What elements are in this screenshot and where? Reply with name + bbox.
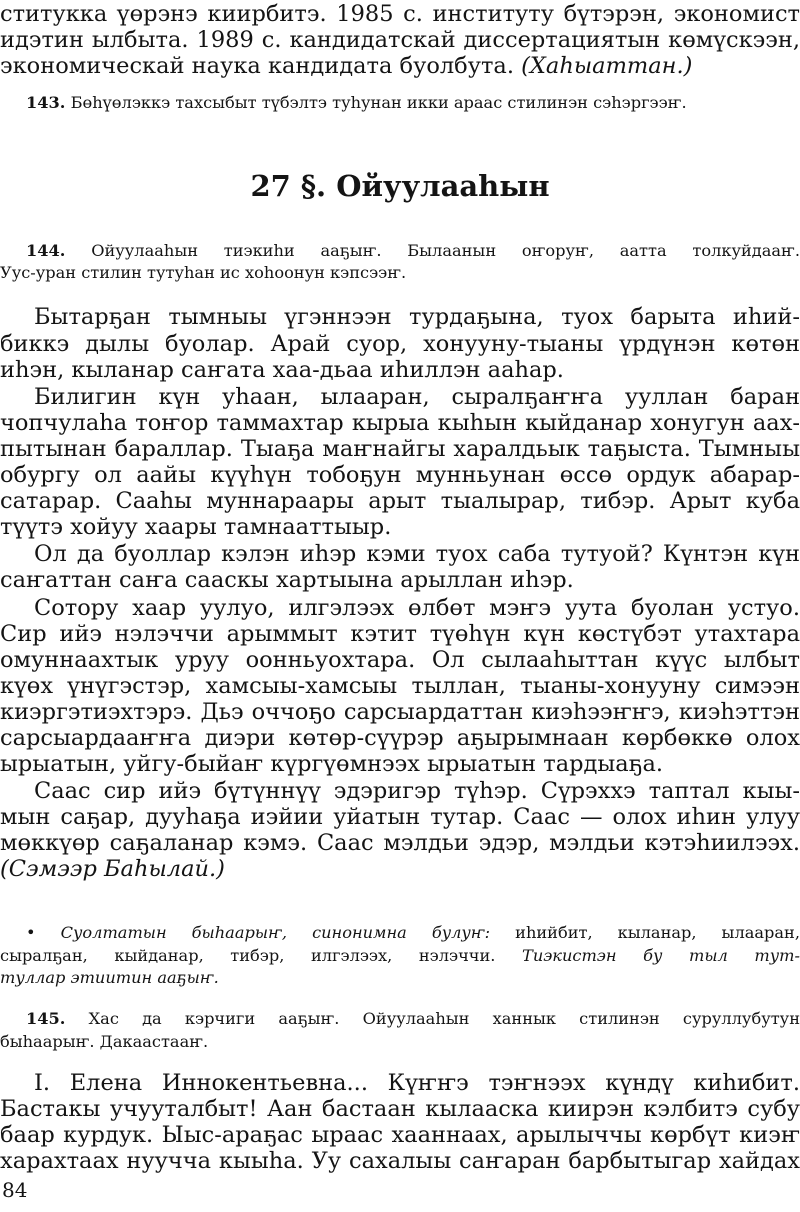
task-words: сыралҕан, кыйданар, тибэр, илгэлээх, нэлэччи. [0, 946, 496, 965]
text-line-content: ырыатын, уйгу-быйаҥ күргүөмнээх ырыатын тардыаҕа. [0, 751, 664, 777]
text-line [0, 513, 800, 541]
text-line-content: күөх үнүгэстэр, хамсыы-хамсыы тыллан, тыаны-хонууну симээн [0, 673, 800, 699]
text-line-content: Бытарҕан тымныы үгэннээн турдаҕына, туох барыта иһий- [34, 304, 800, 330]
text-line [0, 1147, 800, 1175]
source-citation [0, 855, 800, 883]
text-line-content: ститукка үөрэнэ киирбитэ. 1985 с. институту бүтэрэн, экономист [0, 1, 800, 27]
text-line-content: иһэн, кыланар саҥата хаа-дьаа иһиллэн ааһар. [0, 357, 564, 383]
task-words: иһийбит, кыланар, ылааран, [515, 923, 800, 942]
text-line [0, 540, 800, 568]
text-line [0, 52, 800, 80]
text-line [0, 566, 800, 594]
text-line [0, 461, 800, 489]
text-line-content: Сотору хаар уулуо, илгэлээх өлбөт мэҥэ уута буолан устуо. [34, 595, 800, 621]
text-line [0, 383, 800, 411]
text-line [0, 777, 800, 805]
exercise-144-line2 [0, 262, 800, 284]
text-line-content: баар курдук. Ыыс-араҕас ыраас хааннаах, арылыччы көрбүт киэҥ [0, 1122, 800, 1148]
text-line-content: Билигин күн уһаан, ылааран, сыралҕаҥҥа ууллан баран [34, 384, 800, 410]
text-line [0, 829, 800, 857]
text-line-content: идэтин ылбыта. 1989 с. кандидатскай диссертациятын көмүскээн, [0, 27, 800, 53]
text-line-content: чопчулаһа тоҥор таммахтар кырыа кыһын кыйданар хонугун аах- [0, 410, 800, 436]
text-line [0, 672, 800, 700]
exercise-text: быһаарыҥ. Дакаастааҥ. [0, 1032, 209, 1051]
text-line [0, 1069, 800, 1097]
text-line [0, 487, 800, 515]
text-line [0, 0, 800, 28]
exercise-143 [0, 92, 800, 114]
exercise-145-line2 [0, 1031, 800, 1053]
text-line-content: обургу ол аайы күүһүн тобоҕун мунньунан өссө ордук абарар- [0, 462, 800, 488]
task-instruction: Тиэкистэн бу тыл тут- [522, 946, 800, 965]
exercise-text: Хас да кэрчиги ааҕыҥ. Ойуулааһын ханнык стилинэн суруллубутун [88, 1009, 800, 1028]
text-line [0, 646, 800, 674]
task-instruction: туллар этиитин ааҕыҥ. [0, 968, 219, 987]
exercise-145 [0, 1008, 800, 1030]
task-intro: Суолтатын быһаарыҥ, синонимна булуҥ: [60, 923, 491, 942]
text-line [0, 26, 800, 54]
text-line [0, 409, 800, 437]
source-citation: (Хаһыаттан.) [521, 53, 693, 79]
source-citation-text: (Сэмээр Баһылай.) [0, 856, 225, 882]
exercise-number: 144. [26, 241, 66, 260]
task-note-line2 [0, 945, 800, 967]
text-line-content: сарсыардааҥҥа диэри көтөр-сүүрэр аҕырымнаан көрбөккө олох [0, 725, 800, 751]
text-line [0, 435, 800, 463]
text-line-content: Бастакы учууталбыт! Аан бастаан кылааска киирэн кэлбитэ субу [0, 1096, 800, 1122]
text-line [0, 750, 800, 778]
text-line-content: түүтэ хойуу хаары тамнааттыыр. [0, 514, 392, 540]
text-line-content: Саас сир ийэ бүтүннүү эдэригэр түһэр. Сүрэххэ таптал кыы- [34, 778, 800, 804]
text-line [0, 594, 800, 622]
text-line-content: омуннаахтык уруу оонньуохтара. Ол сылааһыттан күүс ылбыт [0, 647, 800, 673]
text-line [0, 1095, 800, 1123]
task-note [0, 922, 800, 944]
text-line-content: экономическай наука кандидата буолбута. [0, 53, 514, 79]
exercise-text: Бөһүөлэккэ тахсыбыт түбэлтэ туһунан икки араас стилинэн сэһэргээҥ. [70, 93, 687, 112]
page-number: 84 [2, 1178, 28, 1202]
exercise-number: 145. [26, 1009, 66, 1028]
text-line-content: харахтаах нуучча кыыһа. Уу сахалыы саҥаран барбытыгар хайдах [0, 1148, 800, 1174]
text-line-content: I. Елена Иннокентьевна... Күҥҥэ тэҥнээх күндү киһибит. [34, 1070, 800, 1096]
text-line-content: мөккүөр саҕаланар кэмэ. Саас мэлдьи эдэр, мэлдьи кэтэһиилээх. [0, 830, 800, 856]
text-line-content: биккэ дылы буолар. Арай суор, хонууну-тыаны үрдүнэн көтөн [0, 331, 800, 357]
text-line [0, 303, 800, 331]
text-line-content: киэргэтиэхтэрэ. Дьэ оччоҕо сарсыардаттан киэһээҥҥэ, киэһэттэн [0, 699, 800, 725]
text-line-content: Сир ийэ нэлэччи арыммыт кэтит түөһүн күн көстүбэт утахтара [0, 621, 800, 647]
text-line-content: мын саҕар, дууһаҕа иэйии уйатын тутар. Саас — олох иһин улуу [0, 804, 800, 830]
text-line [0, 330, 800, 358]
exercise-text: Ойуулааһын тиэкиһи ааҕыҥ. Былаанын оҥоруҥ, аатта толкуйдааҥ. [91, 241, 800, 260]
text-line-content: сатарар. Сааһы муннарaары арыт тыалырар, тибэр. Арыт куба [0, 488, 800, 514]
section-heading: 27 §. Ойуулааһын [250, 169, 550, 203]
exercise-number: 143. [26, 93, 66, 112]
text-line [0, 724, 800, 752]
text-line [0, 1121, 800, 1149]
text-line [0, 698, 800, 726]
bullet-icon: • [26, 923, 36, 942]
text-line [0, 620, 800, 648]
text-line [0, 803, 800, 831]
exercise-144 [0, 240, 800, 262]
text-line-content: саҥаттан саҥа сааскы хартыына арыллан иһэр. [0, 567, 574, 593]
text-line [0, 356, 800, 384]
task-note-line3 [0, 967, 800, 989]
text-line-content: пытынан бараллар. Тыаҕа маҥнайгы харалдьык таҕыста. Тымныы [0, 436, 800, 462]
exercise-text: Уус-уран стилин тутуһан ис хоһоонун кэпсээҥ. [0, 263, 407, 282]
text-line-content: Ол да буоллар кэлэн иһэр кэми туох саба тутуой? Күнтэн күн [34, 541, 800, 567]
